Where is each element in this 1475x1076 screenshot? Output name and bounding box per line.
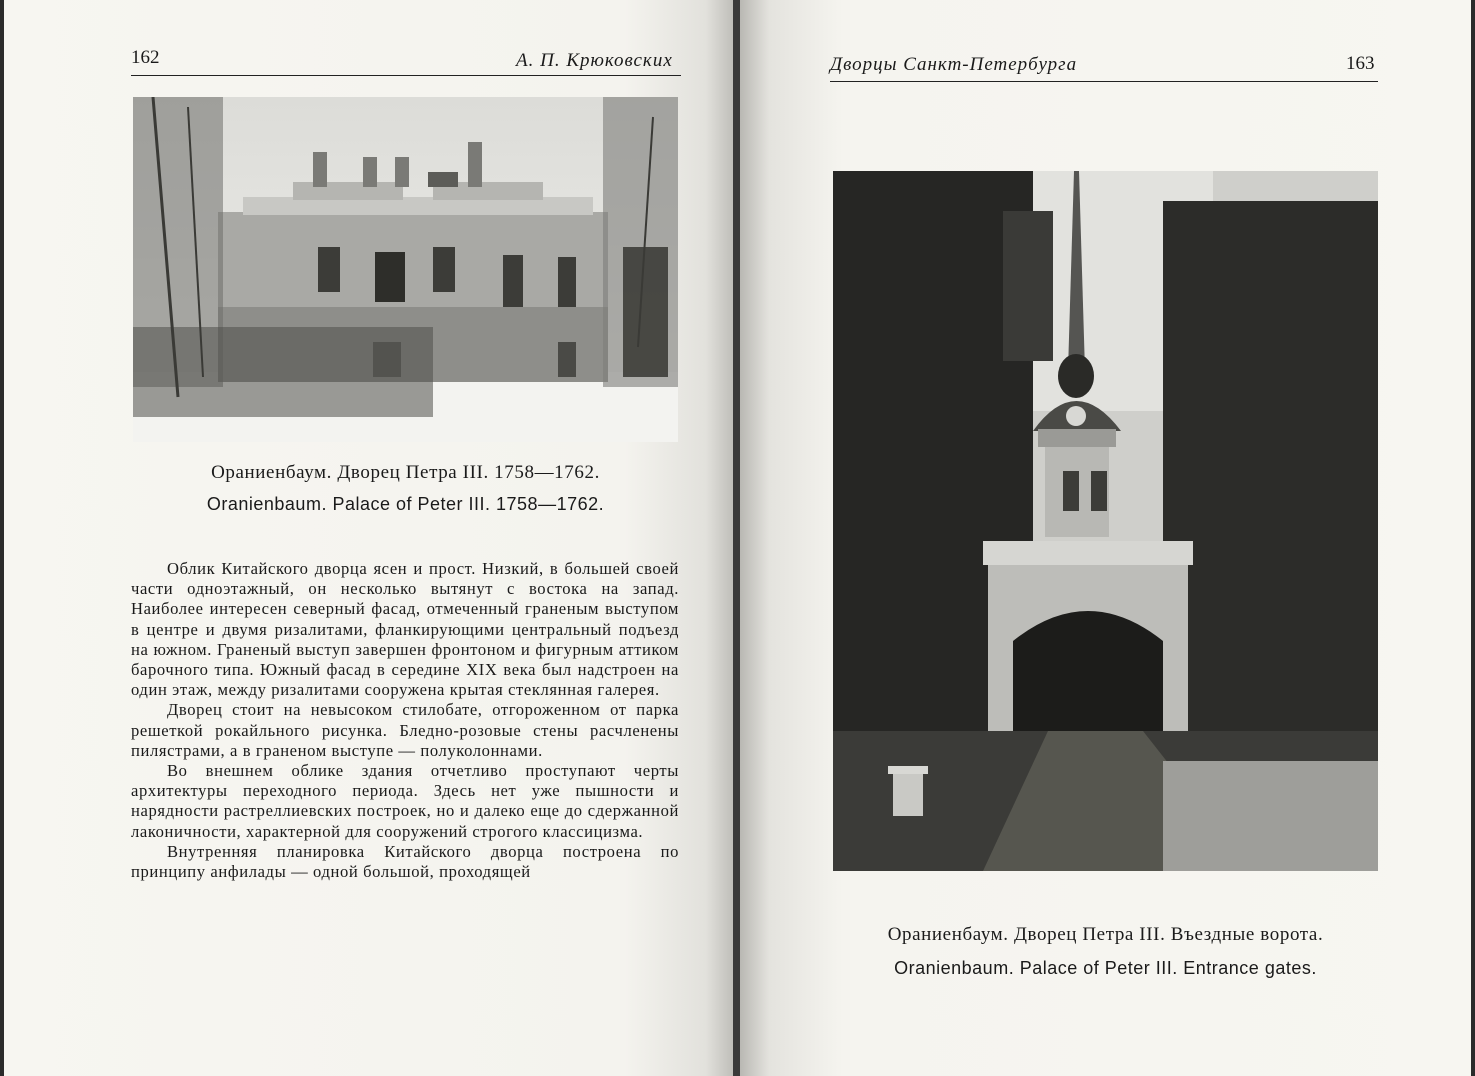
paragraph: Облик Китайского дворца ясен и прост. Низкий, в большей своей части одноэтажный, он несколько вытянут с востока на запад. Наиболее интересен северный фасад, отмеченный граненым выступом в центре и двумя ризалитами, фланкирующими центральный подъезд на южном. Граненый выступ завершен фронтоном и фигурным аттиком барочного типа. Южный фасад в середине XIX века был надстроен на один этаж, между ризалитами сооружена крытая стеклянная галерея.: [131, 559, 679, 700]
header-rule: [131, 75, 681, 76]
right-page: [740, 0, 1475, 1076]
running-head: А. П. Крюковских: [516, 50, 673, 71]
page-number: 162: [131, 47, 160, 68]
figure-caption-en: Oranienbaum. Palace of Peter III. 1758—1762.: [206, 494, 605, 514]
page-number: 163: [1346, 53, 1375, 74]
gates-photo: [833, 171, 1378, 871]
paragraph: Во внешнем облике здания отчетливо проступают черты архитектуры переходного периода. Здесь нет уже пышности и нарядности растреллиевских построек, но и далеко еще до сдержанной лаконичности, характерной для сооружений строгого классицизма.: [131, 761, 679, 841]
paragraph: Внутренняя планировка Китайского дворца построена по принципу анфилады — одной большой, проходящей: [131, 841, 679, 882]
scan-edge-right: [1471, 0, 1475, 1076]
left-page: [0, 0, 735, 1076]
running-head: Дворцы Санкт-Петербурга: [830, 54, 1078, 75]
palace-photo: [133, 97, 678, 442]
scan-edge-left: [0, 0, 4, 1076]
paragraph: Дворец стоит на невысоком стилобате, отгороженном от парка решеткой рокайльного рисунка. Бледно-розовые стены расчленены пилястрами, а в граненом выступе — полуколоннами.: [131, 700, 679, 760]
figure-caption-en: Oranienbaum. Palace of Peter III. Entrance gates.: [894, 958, 1317, 978]
figure-caption-ru: Ораниенбаум. Дворец Петра III. Въездные ворота.: [887, 924, 1324, 945]
figure-caption-ru: Ораниенбаум. Дворец Петра III. 1758—1762.: [211, 462, 600, 483]
header-rule: [830, 81, 1378, 82]
body-text: [131, 559, 679, 882]
